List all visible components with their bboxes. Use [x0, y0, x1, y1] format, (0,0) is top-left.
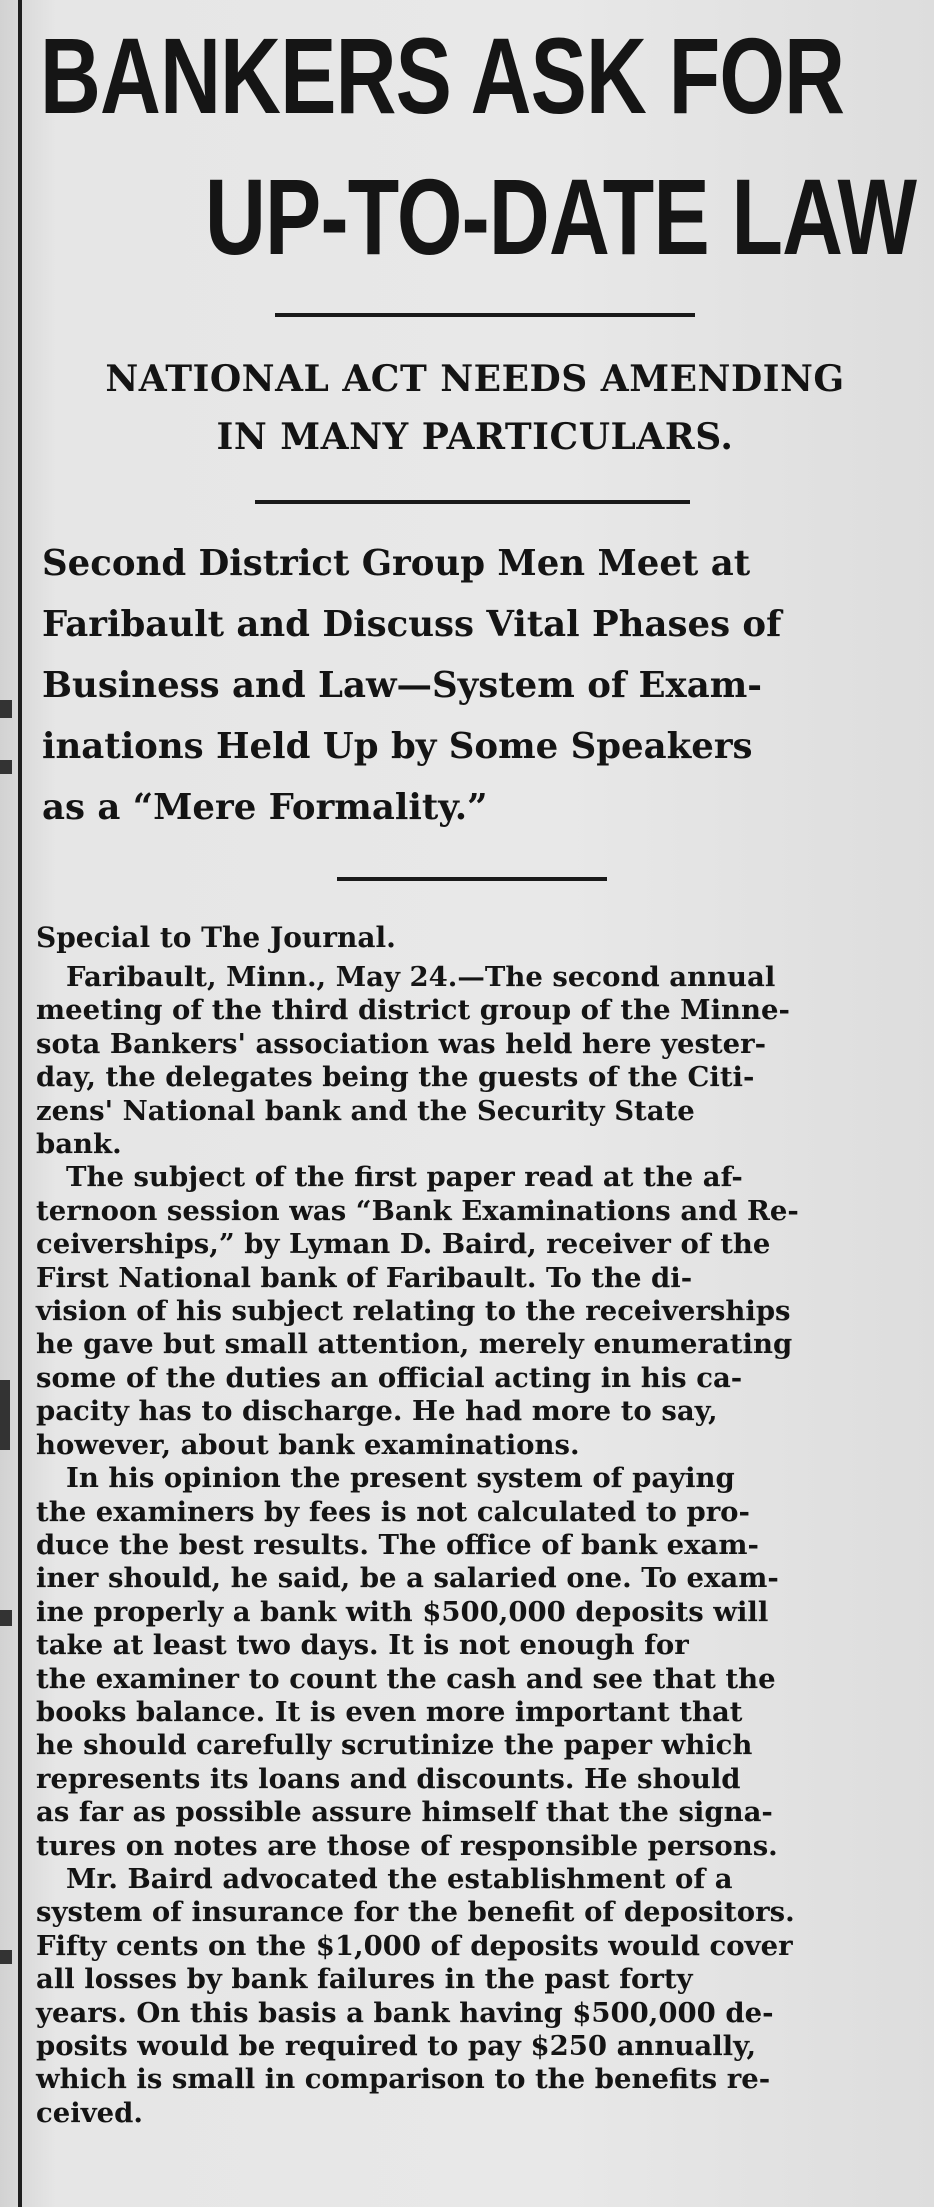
byline: Special to The Journal.	[36, 921, 396, 954]
article-paragraph: The subject of the first paper read at the af- ternoon session was “Bank Examinations and Re- ceiverships,” by Lyman D. Baird, receiver of the First National bank of Faribault. To the di- vision of his subject relating to the receiverships he gave but small attention, merely enumerating some of the duties an official acting in his ca- pacity has to discharge. He had more to say, however, about bank examinations.	[36, 1161, 799, 1461]
divider-rule	[255, 500, 690, 504]
article-body	[36, 961, 916, 2130]
margin-fragment	[0, 700, 12, 718]
article-paragraph: Faribault, Minn., May 24.—The second annual meeting of the third district group of the Minne- sota Bankers' association was held here yester- day, the delegates being the guests of the Citi- zens' National bank and the Security State bank.	[36, 961, 790, 1161]
margin-fragment	[0, 1610, 12, 1626]
article-paragraph: In his opinion the present system of paying the examiners by fees is not calculated to pro- duce the best results. The office of bank exam- iner should, he said, be a salaried one. To exam- ine properly a bank with $500,000 deposits will take at least two days. It is not enough for the examiner to count the cash and see that the books balance. It is even more important that he should carefully scrutinize the paper which represents its loans and discounts. He should as far as possible assure himself that the signa- tures on notes are those of responsible persons.	[36, 1462, 779, 1862]
divider-rule	[337, 877, 607, 881]
headline-line-2: UP-TO-DATE LAW	[205, 156, 917, 277]
margin-fragment	[0, 1380, 10, 1450]
column-rule	[18, 0, 22, 2207]
margin-fragment	[0, 760, 12, 774]
divider-rule	[275, 313, 695, 317]
article-paragraph: Mr. Baird advocated the establishment of a system of insurance for the benefit of depositors. Fifty cents on the $1,000 of deposits would cover all losses by bank failures in the past forty years. On this basis a bank having $500,000 de- posits would be required to pay $250 annually, which is small in comparison to the benefits re- ceived.	[36, 1862, 795, 2129]
subheadline: NATIONAL ACT NEEDS AMENDING IN MANY PARTICULARS.	[105, 358, 845, 458]
margin-fragment	[0, 1950, 12, 1964]
headline-line-1: BANKERS ASK FOR	[40, 15, 845, 136]
summary-deck: Second District Group Men Meet at Faribault and Discuss Vital Phases of Business and Law—System of Exam- inations Held Up by Some Speakers as a “Mere Formality.”	[42, 543, 782, 828]
